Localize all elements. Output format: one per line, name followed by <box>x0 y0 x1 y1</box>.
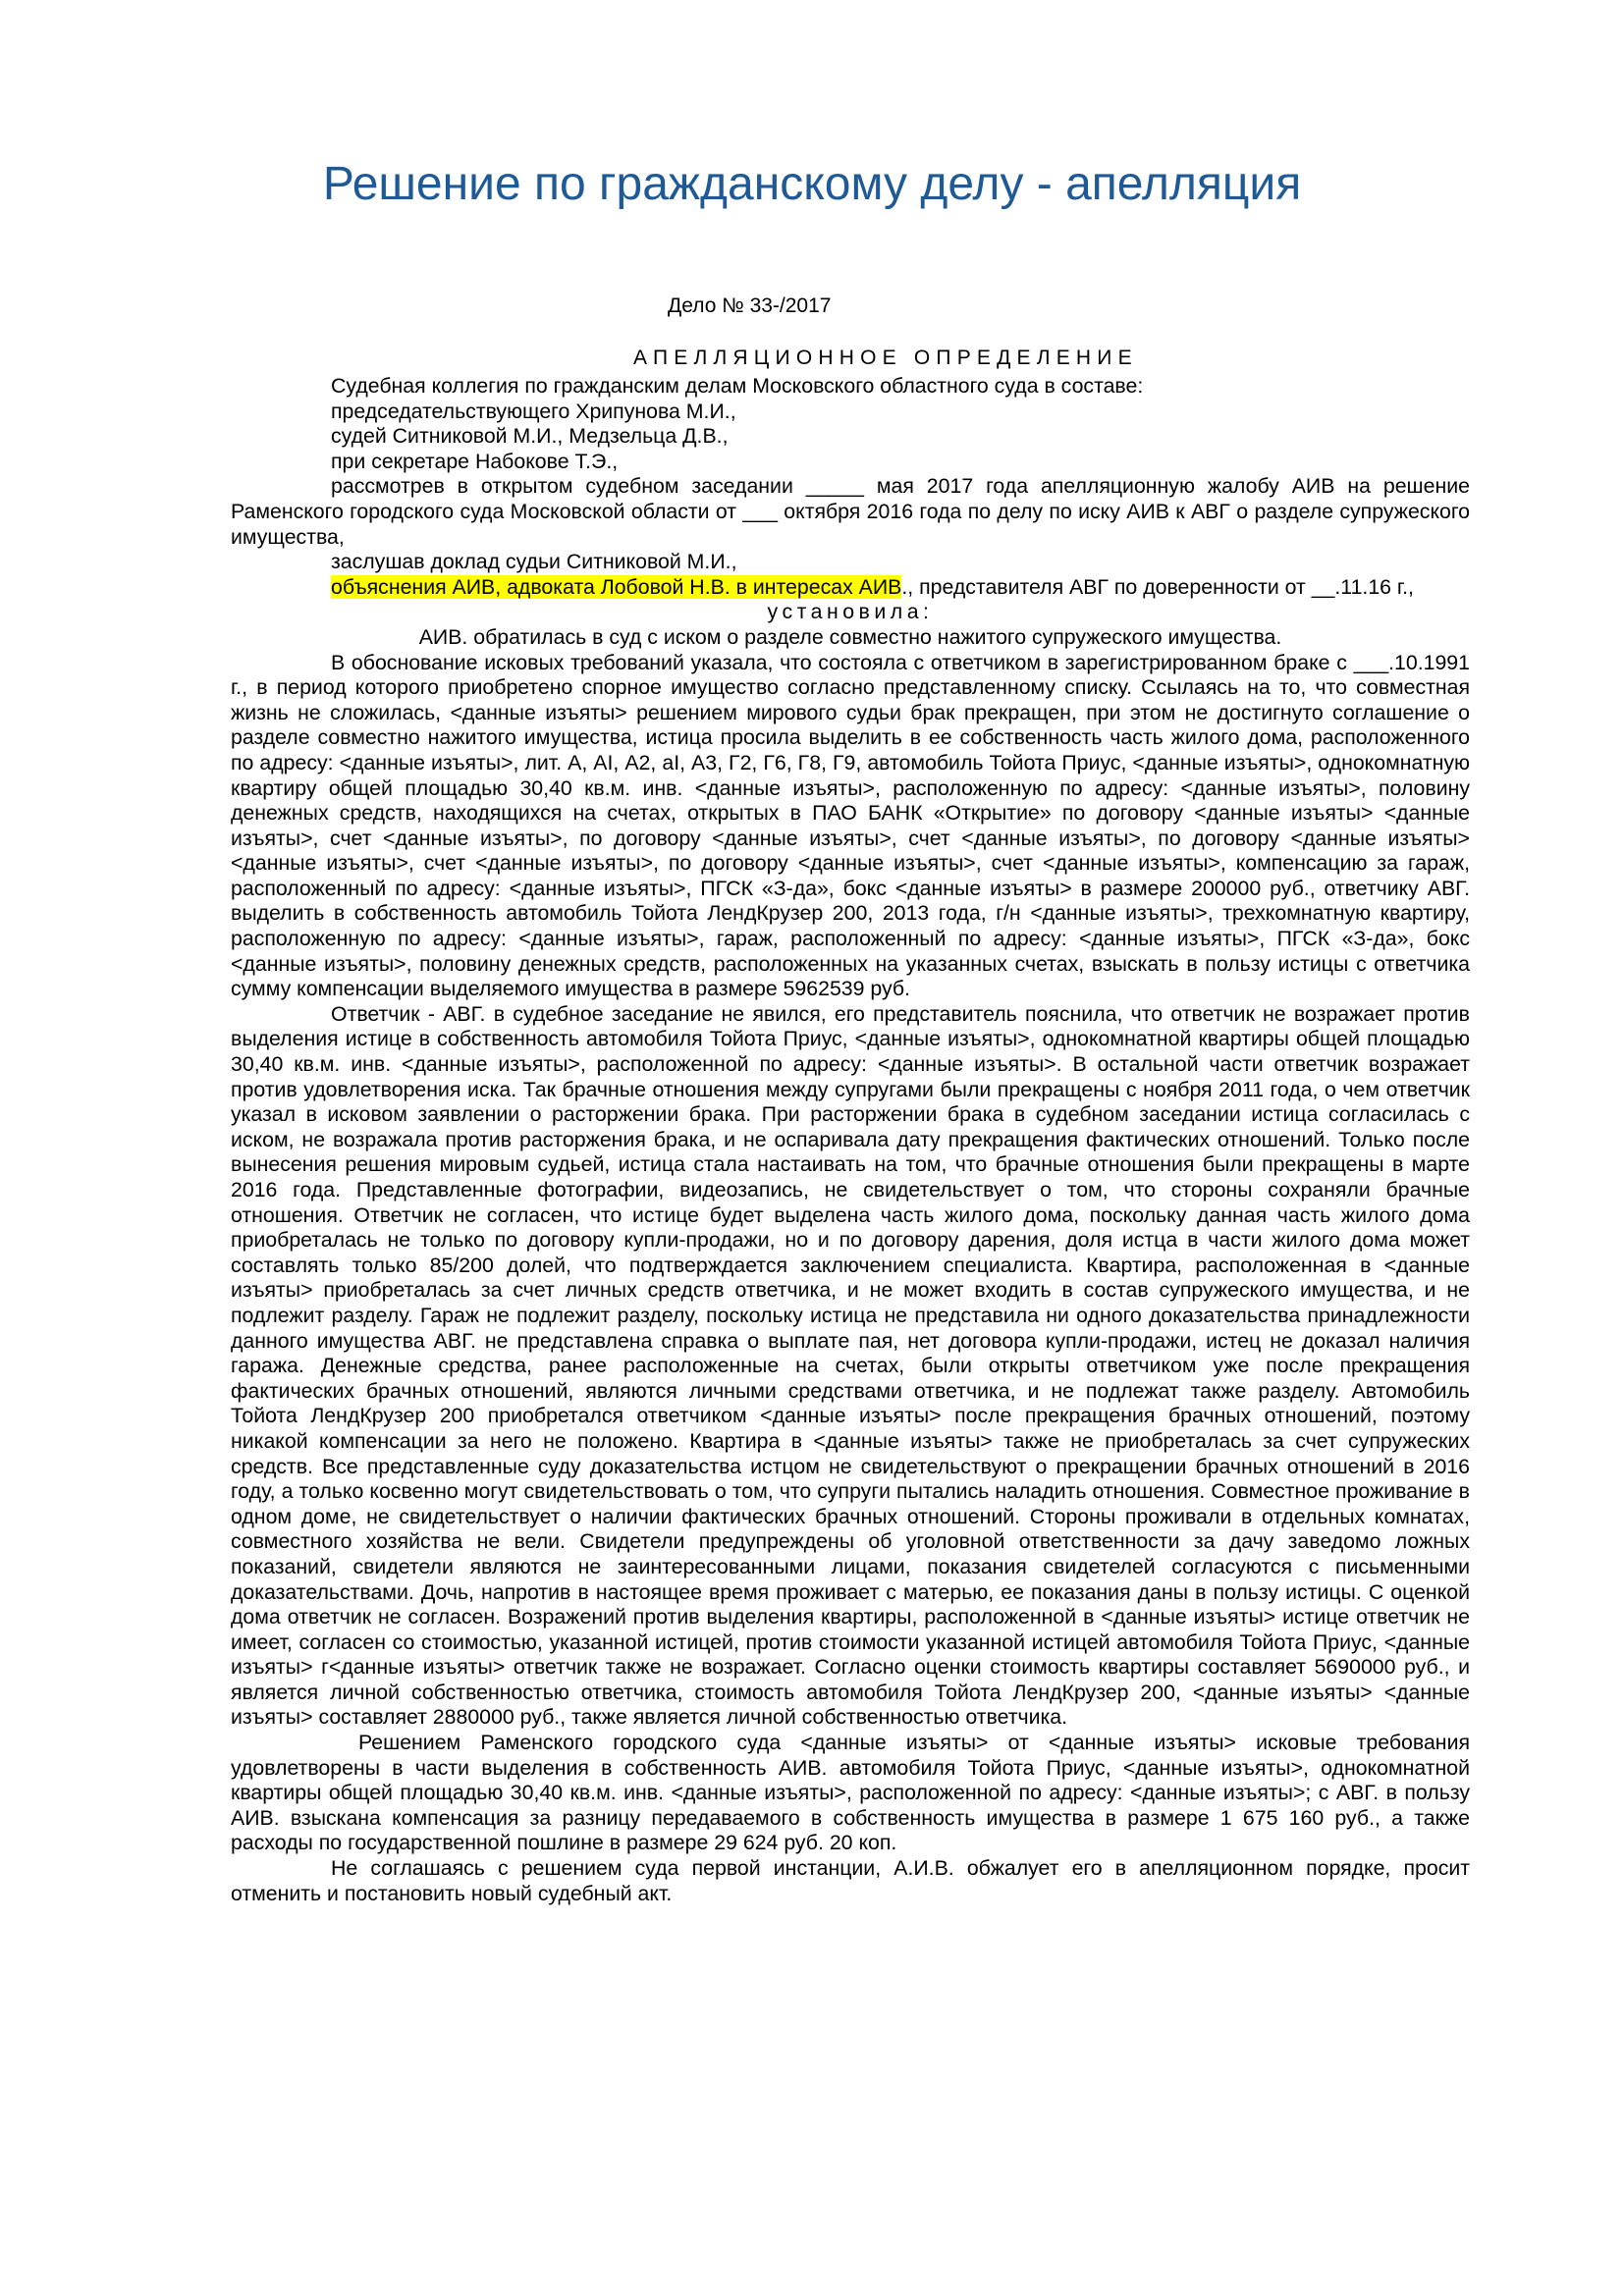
panel-composition: Судебная коллегия по гражданским делам Московского областного суда в составе: <box>331 374 1144 398</box>
page-title: Решение по гражданскому делу - апелляция <box>322 158 1302 210</box>
presiding-judge: председательствующего Хрипунова М.И., <box>331 399 736 423</box>
established-heading: установила: <box>767 600 934 624</box>
first-instance-decision-paragraph: Решением Раменского городского суда <данные изъяты> от <данные изъяты> исковые требования удовлетворены в части выделения в собственность АИВ. автомобиля Тойота Приус, <данные изъяты>, однокомнатной квартиры общей площадью 30,40 кв.м. инв. <данные изъяты>, расположенной по адресу: <данные изъяты>; с АВГ. в пользу АИВ. взыскана компенсация за разницу передаваемого в собственность имущества в размере 1 675 160 руб., а также расходы по государственной пошлине в размере 29 624 руб. 20 коп. <box>231 1731 1470 1855</box>
judges-list: судей Ситниковой М.И., Медзельца Д.В., <box>331 424 729 449</box>
document-heading: АПЕЛЛЯЦИОННОЕ ОПРЕДЕЛЕНИЕ <box>633 347 1138 369</box>
appeal-paragraph: Не соглашаясь с решением суда первой инстанции, А.И.В. обжалует его в апелляционном порядке, просит отменить и постановить новый судебный акт. <box>231 1856 1470 1905</box>
highlighted-explanations: объяснения АИВ, адвоката Лобовой Н.В. в интересах АИВ <box>331 574 902 599</box>
grounds-paragraph: В обоснование исковых требований указала, что состояла с ответчиком в зарегистрированном браке с ___.10.1991 г., в период которого приобретено спорное имущество согласно представленному списку. Ссылаясь на то, что совместная жизнь не сложилась, <данные изъяты> решением мирового судьи брак прекращен, при этом не достигнуто соглашение о разделе совместно нажитого имущества, истица просила выделить в ее собственность часть жилого дома, расположенного по адресу: <данные изъяты>, лит. А, AI, А2, aI, А3, Г2, Г6, Г8, Г9, автомобиль Тойота Приус, <данные изъяты>, однокомнатную квартиру общей площадью 30,40 кв.м. инв. <данные изъяты>, расположенную по адресу: <данные изъяты>, половину денежных средств, находящихся на счетах, открытых в ПАО БАНК «Открытие» по договору <данные изъяты> <данные изъяты>, счет <данные изъяты>, по договору <данные изъяты>, счет <данные изъяты>, по договору <данные изъяты> <данные изъяты>, счет <данные изъяты>, по договору <данные изъяты>, счет <данные изъяты>, компенсацию за гараж, расположенный по адресу: <данные изъяты>, ПГСК «З-да», бокс <данные изъяты> в размере 200000 руб., ответчику АВГ. выделить в собственность автомобиль Тойота ЛендКрузер 200, 2013 года, г/н <данные изъяты>, трехкомнатную квартиру, расположенную по адресу: <данные изъяты>, гараж, расположенный по адресу: <данные изъяты>, ПГСК «З-да», бокс <данные изъяты>, половину денежных средств, расположенных на указанных счетах, взыскать в пользу истицы с ответчика сумму компенсации выделяемого имущества в размере 5962539 руб. <box>231 650 1470 1001</box>
claim-paragraph: АИВ. обратилась в суд с иском о разделе совместно нажитого супружеского имущества. <box>418 624 1282 649</box>
document-body <box>231 374 1470 1906</box>
case-number: Дело № 33-/2017 <box>668 294 832 317</box>
explanations-paragraph <box>231 575 1470 601</box>
defendant-position-paragraph: Ответчик - АВГ. в судебное заседание не явился, его представитель пояснила, что ответчик не возражает против выделения истице в собственность автомобиля Тойота Приус, <данные изъяты>, однокомнатной квартиры общей площадью 30,40 кв.м. инв. <данные изъяты>, расположенной по адресу: <данные изъяты>. В остальной части ответчик возражает против удовлетворения иска. Так брачные отношения между супругами были прекращены с ноября 2011 года, о чем ответчик указал в исковом заявлении о расторжении брака. При расторжении брака в судебном заседании истица согласилась с иском, не возражала против расторжения брака, и не оспаривала дату прекращения фактических отношений. Только после вынесения решения мировым судьей, истица стала настаивать на том, что брачные отношения были прекращены в марте 2016 года. Представленные фотографии, видеозапись, не свидетельствует о том, что стороны сохраняли брачные отношения. Ответчик не согласен, что истице будет выделена часть жилого дома, поскольку данная часть жилого дома приобреталась не только по договору купли-продажи, но и по договору дарения, доля истца в части жилого дома может составлять только 85/200 долей, что подтверждается заключением специалиста. Квартира, расположенная в <данные изъяты> приобреталась за счет личных средств ответчика, и не может входить в состав супружеского имущества, и не подлежит разделу. Гараж не подлежит разделу, поскольку истица не представила ни одного доказательства принадлежности данного имущества АВГ. не представлена справка о выплате пая, нет договора купли-продажи, истец не доказал наличия гаража. Денежные средства, ранее расположенные на счетах, были открыты ответчиком уже после прекращения фактических брачных отношений, являются личными средствами ответчика, и не подлежат также разделу. Автомобиль Тойота ЛендКрузер 200 приобретался ответчиком <данные изъяты> после прекращения брачных отношений, поэтому никакой компенсации за него не положено. Квартира в <данные изъяты> также не приобреталась за счет супружеских средств. Все представленные суду доказательства истцом не свидетельствуют о прекращении брачных отношений в 2016 году, а только косвенно могут свидетельствовать о том, что супруги пытались наладить отношения. Совместное проживание в одном доме, не свидетельствует о наличии фактических брачных отношений. Стороны проживали в отдельных комнатах, совместного хозяйства не вели. Свидетели предупреждены об уголовной ответственности за дачу заведомо ложных показаний, свидетели являются не заинтересованными лицами, показания свидетелей согласуются с письменными доказательствами. Дочь, напротив в настоящее время проживает с матерью, ее показания даны в пользу истицы. С оценкой дома ответчик не согласен. Возражений против выделения квартиры, расположенной в <данные изъяты> истице ответчик не имеет, согласен со стоимостью, указанной истицей, против стоимости указанной истицей автомобиля Тойота Приус, <данные изъяты> г<данные изъяты> ответчик также не возражает. Согласно оценки стоимость квартиры составляет 5690000 руб., и является личной собственностью ответчика, стоимость автомобиля Тойота ЛендКрузер 200, <данные изъяты> <данные изъяты> составляет 2880000 руб., также является личной собственностью ответчика. <box>231 1001 1470 1730</box>
court-secretary: при секретаре Набокове Т.Э., <box>331 449 619 473</box>
judge-report: заслушав доклад судьи Ситниковой М.И., <box>331 550 737 574</box>
case-considered-paragraph: рассмотрев в открытом судебном заседании _____ мая 2017 года апелляционную жалобу АИВ на решение Раменского городского суда Московской области от ___ октября 2016 года по делу по иску АИВ к АВГ о разделе супружеского имущества, <box>231 474 1470 549</box>
explanations-rest: ., представителя АВГ по доверенности от __.11.16 г., <box>901 574 1414 599</box>
